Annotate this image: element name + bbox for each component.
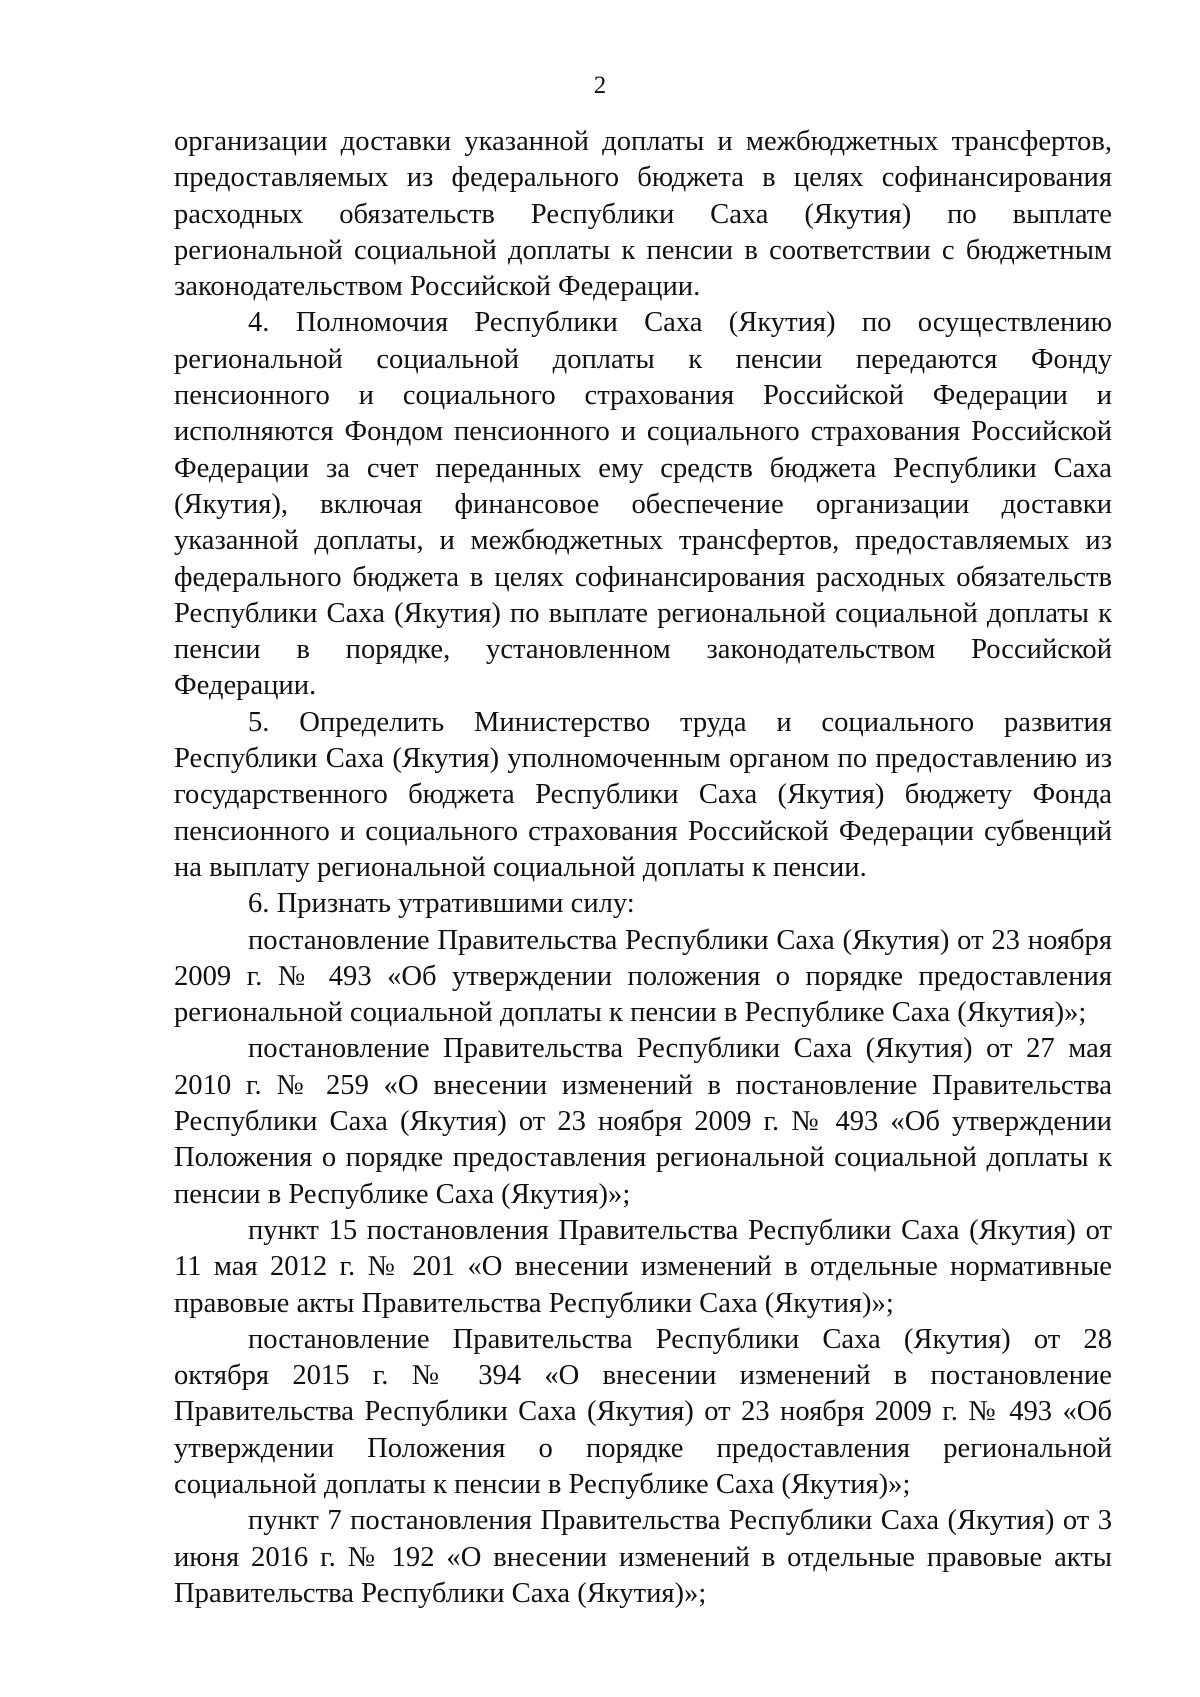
page-number: 2 (593, 72, 607, 99)
repealed-act-1: постановление Правительства Республики Саха (Якутия) от 23 ноября 2009 г. № 493 «Об утверждении положения о порядке предоставления региональной социальной доплаты к пенсии в Республике Саха (Якутия)»; (174, 924, 1112, 1029)
paragraph-item-6: 6. Признать утратившими силу: (248, 888, 635, 920)
paragraph-item-5: 5. Определить Министерство труда и социального развития Республики Саха (Якутия) уполномоченным органом по предоставлению из государственного бюджета Республики Саха (Якутия) бюджету Фонда пенсионного и социального страхования Российской Федерации субвенций на выплату региональной социальной доплаты к пенсии. (174, 706, 1112, 883)
repealed-act-2: постановление Правительства Республики Саха (Якутия) от 27 мая 2010 г. № 259 «О внесении изменений в постановление Правительства Республики Саха (Якутия) от 23 ноября 2009 г. № 493 «Об утверждении Положения о порядке предоставления региональной социальной доплаты к пенсии в Республике Саха (Якутия)»; (174, 1033, 1112, 1210)
paragraph-item-4: 4. Полномочия Республики Саха (Якутия) по осуществлению региональной социальной доплаты к пенсии передаются Фонду пенсионного и социального страхования Российской Федерации и исполняются Фондом пенсионного и социального страхования Российской Федерации за счет переданных ему средств бюджета Республики Саха (Якутия), включая финансовое обеспечение организации доставки указанной доплаты, и межбюджетных трансфертов, предоставляемых из федерального бюджета в целях софинансирования расходных обязательств Республики Саха (Якутия) по выплате региональной социальной доплаты к пенсии в порядке, установленном законодательством Российской Федерации. (174, 307, 1112, 702)
document-body (174, 124, 1112, 1612)
repealed-act-5: пункт 7 постановления Правительства Республики Саха (Якутия) от 3 июня 2016 г. № 192 «О внесении изменений в отдельные правовые акты Правительства Республики Саха (Якутия)»; (174, 1505, 1112, 1609)
repealed-act-3: пункт 15 постановления Правительства Республики Саха (Якутия) от 11 мая 2012 г. № 201 «О внесении изменений в отдельные нормативные правовые акты Правительства Республики Саха (Якутия)»; (174, 1214, 1112, 1319)
repealed-act-4: постановление Правительства Республики Саха (Якутия) от 28 октября 2015 г. № 394 «О внесении изменений в постановление Правительства Республики Саха (Якутия) от 23 ноября 2009 г. № 493 «Об утверждении Положения о порядке предоставления региональной социальной доплаты к пенсии в Республике Саха (Якутия)»; (174, 1323, 1112, 1500)
paragraph-continuation: организации доставки указанной доплаты и межбюджетных трансфертов, предоставляемых из федерального бюджета в целях софинансирования расходных обязательств Республики Саха (Якутия) по выплате региональной социальной доплаты к пенсии в соответствии с бюджетным законодательством Российской Федерации. (174, 126, 1112, 303)
